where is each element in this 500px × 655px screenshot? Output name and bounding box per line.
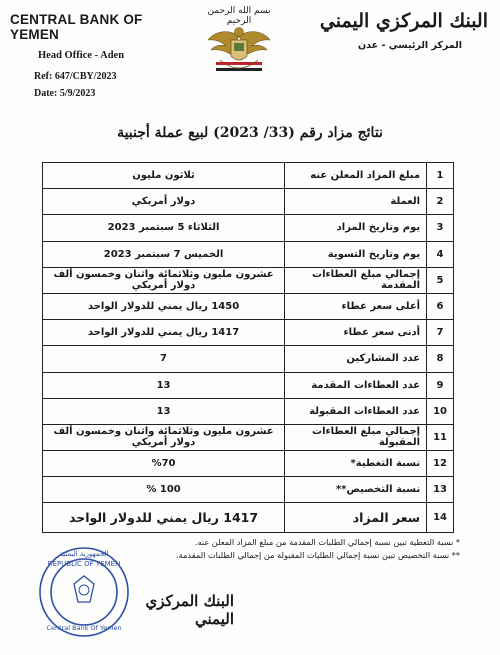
row-label: سعر المزاد (285, 503, 427, 533)
row-label: يوم وتاريخ التسوية (285, 241, 427, 267)
row-number: 5 (427, 267, 454, 293)
footnote-allocation: ** نسبة التخصيص تبين نسبة إجمالي الطلبات المقبولة من إجمالي الطلبات المقدمة. (176, 550, 460, 560)
row-number: 9 (427, 372, 454, 398)
row-value: عشرون مليون وثلاثمائة واثنان وخمسون ألف دولار أمريكي (43, 424, 285, 450)
stamp-ring-text-en2: Central Bank Of Yemen (46, 624, 122, 632)
row-number: 1 (427, 163, 454, 189)
row-value: الثلاثاء 5 سبتمبر 2023 (43, 215, 285, 241)
footnote-coverage: * نسبة التغطية تبين نسبة إجمالي الطلبات المقدمة من مبلغ المزاد المعلن عنه. (194, 537, 460, 547)
header-arabic (308, 10, 488, 51)
row-number: 13 (427, 477, 454, 503)
row-value: 1417 ريال يمني للدولار الواحد (43, 320, 285, 346)
bank-name-en: CENTRAL BANK OF YEMEN (10, 12, 143, 42)
reference-number: Ref: 647/CBY/2023 (34, 71, 117, 82)
row-number: 3 (427, 215, 454, 241)
table-row (43, 398, 454, 424)
row-label: أعلى سعر عطاء (285, 293, 427, 319)
yemen-eagle-emblem-icon (202, 6, 276, 82)
stamp-signature-text: البنك المركزي اليمني (145, 592, 234, 628)
row-value: 1417 ريال يمني للدولار الواحد (43, 503, 285, 533)
bank-stamp (34, 532, 234, 650)
document-title: نتائج مزاد رقم (33/ 2023) لبيع عملة أجنبية (117, 125, 383, 141)
row-label: عدد العطاءات المقبولة (285, 398, 427, 424)
row-value: 7 (43, 346, 285, 372)
office-name-en: Head Office - Aden (38, 50, 125, 61)
stamp-ring-text-ar: الجمهورية اليمنية (59, 550, 109, 558)
table-row (43, 267, 454, 293)
table-row (43, 163, 454, 189)
table-row (43, 293, 454, 319)
row-value: ثلاثون مليون (43, 163, 285, 189)
bank-name-ar: البنك المركزي اليمني (319, 10, 488, 32)
table-row (43, 503, 454, 533)
stamp-seal-icon (34, 532, 134, 650)
office-name-ar: المركز الرئيسي - عدن (358, 40, 462, 51)
row-label: أدنى سعر عطاء (285, 320, 427, 346)
row-label: نسبة التخصيص** (285, 477, 427, 503)
row-label: عدد العطاءات المقدمة (285, 372, 427, 398)
row-value: %70 (43, 451, 285, 477)
header-english (10, 12, 180, 99)
row-number: 11 (427, 424, 454, 450)
basmala-text: بسم الله الرحمن الرحيم (207, 6, 271, 26)
table-row (43, 215, 454, 241)
table-row (43, 372, 454, 398)
row-label: نسبة التغطية* (285, 451, 427, 477)
row-value: 13 (43, 398, 285, 424)
auction-results-table (42, 162, 454, 533)
row-label: عدد المشاركين (285, 346, 427, 372)
row-number: 2 (427, 189, 454, 215)
row-label: إجمالي مبلغ العطاءات المقدمة (285, 267, 427, 293)
row-number: 4 (427, 241, 454, 267)
table-row (43, 477, 454, 503)
stamp-ring-text-en: REPUBLIC OF YEMEN (47, 560, 121, 568)
row-number: 12 (427, 451, 454, 477)
table-row (43, 424, 454, 450)
row-value: الخميس 7 سبتمبر 2023 (43, 241, 285, 267)
row-value: 13 (43, 372, 285, 398)
table-row (43, 346, 454, 372)
row-value: 1450 ريال يمني للدولار الواحد (43, 293, 285, 319)
table-row (43, 451, 454, 477)
table-row (43, 241, 454, 267)
table-row (43, 189, 454, 215)
row-label: إجمالي مبلغ العطاءات المقبولة (285, 424, 427, 450)
row-number: 6 (427, 293, 454, 319)
row-number: 10 (427, 398, 454, 424)
row-number: 14 (427, 503, 454, 533)
row-value: عشرون مليون وثلاثمائة واثنان وخمسون ألف دولار أمريكي (43, 267, 285, 293)
row-label: مبلغ المزاد المعلن عنه (285, 163, 427, 189)
row-label: يوم وتاريخ المزاد (285, 215, 427, 241)
row-number: 7 (427, 320, 454, 346)
table-row (43, 320, 454, 346)
document-date: Date: 5/9/2023 (34, 88, 96, 99)
row-value: 100 % (43, 477, 285, 503)
row-number: 8 (427, 346, 454, 372)
row-value: دولار أمريكي (43, 189, 285, 215)
row-label: العملة (285, 189, 427, 215)
